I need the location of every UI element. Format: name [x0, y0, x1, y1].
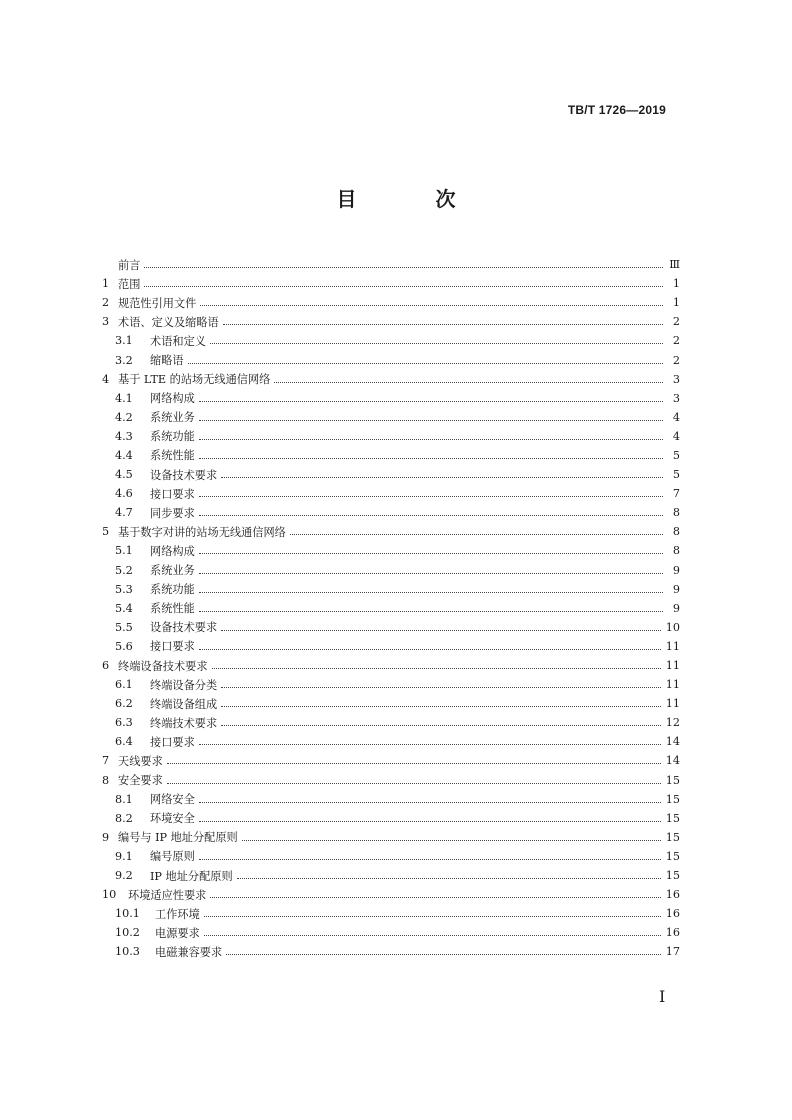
- toc-entry-page: 16: [665, 907, 680, 921]
- toc-entry-page: 11: [665, 697, 680, 711]
- toc-entry[interactable]: [102, 465, 680, 484]
- toc-entry[interactable]: [102, 293, 680, 312]
- toc-entry[interactable]: [102, 541, 680, 560]
- toc-entry-page: 3: [672, 372, 680, 386]
- toc-entry[interactable]: [102, 713, 680, 732]
- toc-entry-page: 15: [665, 869, 680, 883]
- toc-entry-page: 2: [672, 315, 680, 329]
- toc-entry[interactable]: [102, 751, 680, 770]
- toc-dot-leader: [242, 840, 661, 841]
- toc-entry-title: 电磁兼容要求: [155, 945, 223, 959]
- toc-entry-page: 15: [665, 811, 680, 825]
- toc-dot-leader: [221, 706, 661, 707]
- toc-entry[interactable]: [102, 694, 680, 713]
- page-number: I: [659, 987, 666, 1006]
- toc-entry[interactable]: [102, 446, 680, 465]
- toc-entry-number: 3: [102, 315, 110, 329]
- toc-entry-number: 10: [102, 888, 117, 902]
- toc-entry-page: 16: [665, 926, 680, 940]
- toc-entry-page: 8: [672, 544, 680, 558]
- toc-entry-number: 9.2: [115, 869, 133, 883]
- toc-entry-number: 4.7: [115, 506, 133, 520]
- toc-entry-number: 10.1: [115, 907, 140, 921]
- toc-entry-title: 网络安全: [150, 793, 195, 807]
- toc-dot-leader: [199, 802, 661, 803]
- toc-entry-number: 5.3: [115, 582, 133, 596]
- toc-entry-page: 1: [672, 296, 680, 310]
- toc-entry-number: 4.6: [115, 487, 133, 501]
- toc-entry[interactable]: [102, 331, 680, 350]
- toc-entry[interactable]: [102, 312, 680, 331]
- toc-entry-page: Ⅲ: [669, 258, 680, 272]
- toc-entry[interactable]: [102, 675, 680, 694]
- toc-dot-leader: [221, 687, 661, 688]
- toc-entry-number: 2: [102, 296, 110, 310]
- toc-entry[interactable]: [102, 389, 680, 408]
- toc-entry-title: 工作环境: [155, 907, 200, 921]
- toc-dot-leader: [221, 725, 661, 726]
- toc-dot-leader: [199, 744, 661, 745]
- toc-entry-page: 9: [672, 563, 680, 577]
- toc-entry[interactable]: [102, 656, 680, 675]
- toc-entry-number: 3.2: [115, 353, 133, 367]
- toc-entry-page: 9: [672, 582, 680, 596]
- toc-dot-leader: [199, 515, 663, 516]
- toc-entry-title: 设备技术要求: [150, 468, 218, 482]
- toc-entry-page: 15: [665, 849, 680, 863]
- toc-entry[interactable]: [102, 427, 680, 446]
- toc-entry-number: 9.1: [115, 849, 133, 863]
- toc-entry[interactable]: [102, 885, 680, 904]
- toc-entry-title: 规范性引用文件: [118, 296, 197, 310]
- toc-dot-leader: [199, 592, 663, 593]
- toc-entry[interactable]: [102, 599, 680, 618]
- toc-entry-number: 7: [102, 754, 110, 768]
- toc-dot-leader: [199, 496, 663, 497]
- toc-entry-number: 5.5: [115, 620, 133, 634]
- toc-dot-leader: [188, 363, 663, 364]
- toc-entry[interactable]: [102, 561, 680, 580]
- toc-entry-page: 1: [672, 277, 680, 291]
- toc-dot-leader: [290, 534, 663, 535]
- toc-entry[interactable]: [102, 904, 680, 923]
- toc-entry-number: 6: [102, 659, 110, 673]
- toc-entry[interactable]: [102, 828, 680, 847]
- toc-entry-title: 接口要求: [150, 487, 195, 501]
- toc-entry-page: 5: [672, 468, 680, 482]
- toc-entry[interactable]: [102, 771, 680, 790]
- toc-entry[interactable]: [102, 942, 680, 961]
- toc-dot-leader: [199, 573, 663, 574]
- toc-entry-title: 缩略语: [150, 354, 184, 368]
- toc-entry-number: 9: [102, 830, 110, 844]
- toc-entry-title: 终端设备分类: [150, 678, 218, 692]
- toc-entry-number: 6.4: [115, 735, 133, 749]
- toc-entry-title: 系统功能: [150, 583, 195, 597]
- toc-entry-number: 4.5: [115, 468, 133, 482]
- toc-entry-page: 7: [672, 487, 680, 501]
- toc-entry-title: 网络构成: [150, 392, 195, 406]
- toc-entry-number: 10.3: [115, 945, 140, 959]
- toc-entry-title: 基于 LTE 的站场无线通信网络: [118, 373, 271, 387]
- toc-entry[interactable]: [102, 790, 680, 809]
- toc-entry-title: 编号与 IP 地址分配原则: [118, 831, 238, 845]
- toc-dot-leader: [223, 324, 663, 325]
- toc-entry-number: 5.1: [115, 544, 133, 558]
- toc-dot-leader: [210, 897, 660, 898]
- toc-entry[interactable]: [102, 866, 680, 885]
- toc-dot-leader: [144, 286, 663, 287]
- toc-entry-page: 3: [672, 391, 680, 405]
- toc-entry-number: 8: [102, 773, 110, 787]
- toc-entry-title: 系统性能: [150, 449, 195, 463]
- toc-entry-number: 5.4: [115, 601, 133, 615]
- toc-entry-page: 15: [665, 830, 680, 844]
- toc-entry-title: 系统业务: [150, 411, 195, 425]
- toc-entry[interactable]: [102, 522, 680, 541]
- toc-entry-page: 10: [665, 620, 680, 634]
- toc-entry-title: 术语和定义: [150, 334, 206, 348]
- toc-dot-leader: [144, 267, 663, 268]
- toc-entry-title: 系统业务: [150, 564, 195, 578]
- toc-entry[interactable]: [102, 847, 680, 866]
- toc-entry-number: 5.2: [115, 563, 133, 577]
- table-of-contents: [102, 255, 680, 961]
- toc-entry-title: 系统性能: [150, 602, 195, 616]
- toc-entry-page: 5: [672, 448, 680, 462]
- toc-dot-leader: [199, 859, 661, 860]
- toc-entry-title: 范围: [118, 277, 141, 291]
- toc-entry-title: 环境安全: [150, 812, 195, 826]
- toc-entry-number: 8.2: [115, 811, 133, 825]
- toc-entry-number: 5.6: [115, 639, 133, 653]
- toc-dot-leader: [212, 668, 661, 669]
- toc-entry-number: 4.1: [115, 391, 133, 405]
- toc-dot-leader: [167, 783, 661, 784]
- toc-entry-title: 终端设备组成: [150, 697, 218, 711]
- toc-entry-title: 电源要求: [155, 926, 200, 940]
- toc-dot-leader: [226, 954, 661, 955]
- toc-dot-leader: [221, 477, 663, 478]
- toc-entry[interactable]: [102, 274, 680, 293]
- toc-entry-page: 12: [665, 716, 680, 730]
- toc-entry-page: 16: [665, 888, 680, 902]
- toc-entry-title: 设备技术要求: [150, 621, 218, 635]
- toc-entry[interactable]: [102, 923, 680, 942]
- toc-dot-leader: [199, 458, 663, 459]
- toc-entry-page: 11: [665, 639, 680, 653]
- toc-entry-number: 5: [102, 525, 110, 539]
- toc-entry-page: 11: [665, 678, 680, 692]
- toc-entry-number: 1: [102, 277, 110, 291]
- toc-entry[interactable]: [102, 637, 680, 656]
- toc-entry-number: 4.4: [115, 448, 133, 462]
- toc-dot-leader: [204, 916, 661, 917]
- toc-entry[interactable]: [102, 484, 680, 503]
- toc-entry[interactable]: [102, 618, 680, 637]
- toc-entry-title: 网络构成: [150, 544, 195, 558]
- toc-entry-number: 8.1: [115, 792, 133, 806]
- toc-entry-title: 术语、定义及缩略语: [118, 315, 219, 329]
- toc-entry[interactable]: [102, 350, 680, 369]
- toc-entry[interactable]: [102, 809, 680, 828]
- toc-entry[interactable]: [102, 503, 680, 522]
- toc-entry-page: 14: [665, 754, 680, 768]
- toc-dot-leader: [199, 649, 661, 650]
- toc-entry-number: 4: [102, 372, 110, 386]
- toc-dot-leader: [199, 401, 663, 402]
- toc-entry-title: 接口要求: [150, 735, 195, 749]
- document-code: TB/T 1726—2019: [567, 103, 666, 117]
- toc-entry-number: 4.3: [115, 429, 133, 443]
- toc-entry-page: 2: [672, 353, 680, 367]
- toc-dot-leader: [199, 439, 663, 440]
- toc-entry-title: 基于数字对讲的站场无线通信网络: [118, 525, 286, 539]
- page-title: 目 次: [336, 187, 492, 211]
- toc-dot-leader: [199, 611, 663, 612]
- toc-entry-page: 4: [672, 410, 680, 424]
- toc-entry-title: 同步要求: [150, 506, 195, 520]
- toc-dot-leader: [199, 553, 663, 554]
- toc-entry-number: 6.1: [115, 678, 133, 692]
- toc-entry-page: 15: [665, 773, 680, 787]
- toc-entry-number: 4.2: [115, 410, 133, 424]
- toc-dot-leader: [199, 821, 661, 822]
- toc-entry[interactable]: [102, 370, 680, 389]
- toc-dot-leader: [210, 343, 663, 344]
- toc-entry-page: 15: [665, 792, 680, 806]
- toc-entry[interactable]: [102, 580, 680, 599]
- toc-entry-number: 3.1: [115, 334, 133, 348]
- toc-entry-title: 系统功能: [150, 430, 195, 444]
- toc-dot-leader: [167, 763, 661, 764]
- toc-entry-title: 终端设备技术要求: [118, 659, 208, 673]
- toc-entry-page: 14: [665, 735, 680, 749]
- toc-dot-leader: [274, 382, 663, 383]
- toc-entry-number: 10.2: [115, 926, 140, 940]
- toc-entry[interactable]: [102, 255, 680, 274]
- toc-entry-number: 6.2: [115, 697, 133, 711]
- toc-entry-title: 编号原则: [150, 850, 195, 864]
- toc-entry-page: 9: [672, 601, 680, 615]
- toc-dot-leader: [200, 305, 663, 306]
- toc-entry-page: 8: [672, 506, 680, 520]
- toc-entry-number: 6.3: [115, 716, 133, 730]
- toc-entry-title: IP 地址分配原则: [150, 869, 233, 883]
- toc-entry-page: 11: [665, 659, 680, 673]
- toc-entry-title: 前言: [118, 258, 141, 272]
- toc-entry-title: 环境适应性要求: [128, 888, 207, 902]
- toc-entry-title: 天线要求: [118, 754, 163, 768]
- toc-entry-page: 2: [672, 334, 680, 348]
- toc-entry-title: 接口要求: [150, 640, 195, 654]
- toc-entry-title: 终端技术要求: [150, 716, 218, 730]
- toc-entry-page: 4: [672, 429, 680, 443]
- toc-entry-title: 安全要求: [118, 774, 163, 788]
- toc-entry-page: 17: [665, 945, 680, 959]
- toc-entry[interactable]: [102, 408, 680, 427]
- toc-entry[interactable]: [102, 732, 680, 751]
- toc-dot-leader: [199, 420, 663, 421]
- toc-dot-leader: [237, 878, 661, 879]
- toc-dot-leader: [204, 935, 661, 936]
- toc-entry-page: 8: [672, 525, 680, 539]
- toc-dot-leader: [221, 630, 661, 631]
